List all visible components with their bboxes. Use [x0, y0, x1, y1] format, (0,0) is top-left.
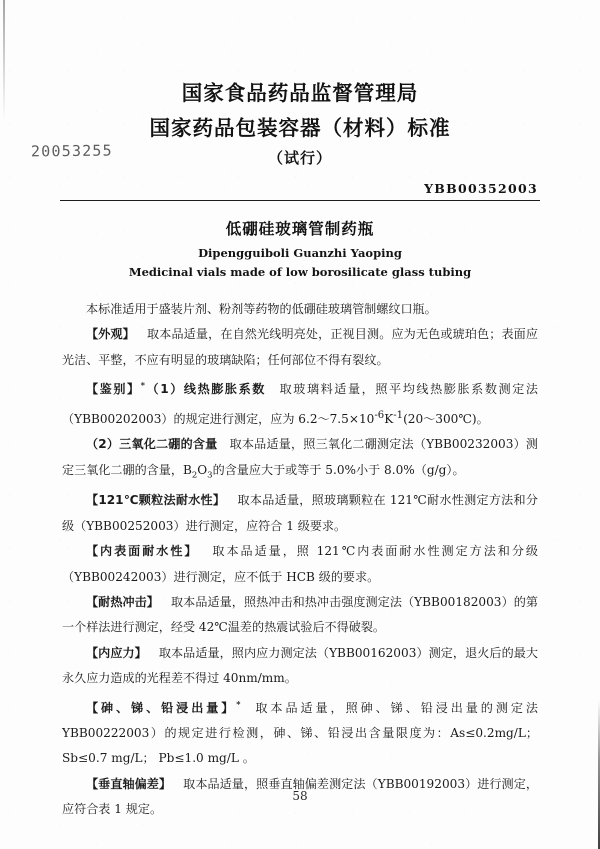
scope-text: 本标准适用于盛装片剂、粉剂等药物的低硼硅玻璃管制螺纹口瓶。: [86, 302, 437, 316]
identification-item2-text-a: 取本品适量，照三氧化二硼测定法（YBB00232003）测定三氧化二硼的含量，B: [62, 437, 538, 477]
leaching-heading: 【砷、锑、铅浸出量】: [86, 700, 237, 715]
paragraph-internal-stress: [62, 641, 538, 692]
thermal-shock-heading: 【耐热冲击】: [86, 594, 159, 609]
identification-item2-text-b: O: [197, 462, 208, 477]
trial-status-line: （试行）: [267, 149, 332, 167]
title-pinyin: Dipengguiboli Guanzhi Yaoping: [198, 246, 402, 260]
appearance-text: 取本品适量，在自然光线明亮处，正视目测。应为无色或琥珀色；表面应光洁、平整，不应有明显的玻璃缺陷；任何部位不得有裂纹。: [62, 327, 538, 367]
page-number: 58: [292, 789, 308, 803]
paragraph-water-resistance-121: [62, 488, 538, 539]
standard-code: YBB00352003: [424, 181, 538, 196]
leaching-text: 取本品适量，照砷、锑、铅浸出量的测定法 YBB00222003）的规定进行检测，砷、锑、铅浸出含量限度为：As≤0.2mg/L； Sb≤0.7 mg/L； Pb≤1.0 mg/L 。: [62, 700, 538, 766]
paragraph-leaching: [62, 692, 538, 772]
paragraph-identification-2: [62, 432, 538, 488]
inner-surface-text: 取本品适量，照 121℃内表面耐水性测定方法和分级（YBB00242003）进行测定，应不低于 HCB 级的要求。: [62, 544, 538, 584]
vertical-axis-heading: 【垂直轴偏差】: [86, 776, 172, 791]
identification-item1-label: （1）线热膨胀系数: [144, 382, 266, 397]
exponent-minus-six: -6: [374, 409, 385, 421]
appearance-heading: 【外观】: [86, 327, 135, 342]
water-resistance-121-heading: 【121℃颗粒法耐水性】: [86, 493, 226, 508]
identification-item1-text-c: (20～300℃)。: [403, 411, 489, 426]
subscript-two: 2: [191, 469, 198, 480]
identification-item2-label: （2）三氧化二硼的含量: [86, 437, 218, 452]
title-english: Medicinal vials made of low borosilicate glass tubing: [128, 265, 472, 279]
inner-surface-heading: 【内表面耐水性】: [86, 544, 199, 559]
paragraph-thermal-shock: [62, 590, 538, 641]
header-divider: [60, 200, 540, 201]
document-title-block: [0, 217, 600, 279]
standard-series-line: 国家药品包装容器（材料）标准: [149, 116, 451, 140]
paragraph-identification-1: [62, 373, 538, 432]
issuing-authority-line: 国家食品药品监督管理局: [181, 81, 419, 105]
paragraph-inner-surface: [62, 539, 538, 590]
vertical-axis-text: 取本品适量，照垂直轴偏差测定法（YBB00192003）进行测定，应符合表 1 规定。: [62, 776, 538, 817]
scan-artifact-left: [3, 0, 5, 120]
identification-item1-text-b: K: [384, 411, 394, 426]
footnote-marker-leaching: *: [236, 698, 241, 709]
paragraph-appearance: [62, 322, 538, 373]
identification-item1-text-a: 取玻璃料适量，照平均线热膨胀系数测定法（YBB00202003）的规定进行测定，应为 6.2～7.5×10: [62, 382, 538, 426]
archive-stamp-number: 20053255: [30, 141, 113, 161]
paragraph-scope: [62, 297, 538, 322]
exponent-minus-one: -1: [393, 409, 404, 421]
identification-heading: 【鉴别】: [86, 382, 141, 397]
standard-code-row: [60, 178, 540, 197]
water-resistance-121-text: 取本品适量，照玻璃颗粒在 121℃耐水性测定方法和分级（YBB00252003）进行测定，应符合 1 级要求。: [62, 493, 538, 533]
internal-stress-text: 取本品适量，照内应力测定法（YBB00162003）测定，退火后的最大永久应力造成的光程差不得过 40nm/mm。: [62, 645, 538, 686]
footnote-marker-identification: *: [140, 380, 145, 391]
subscript-three: 3: [207, 469, 213, 480]
thermal-shock-text: 取本品适量，照热冲击和热冲击强度测定法（YBB00182003）的第一个样法进行测定，经受 42℃温差的热震试验后不得破裂。: [62, 594, 538, 635]
internal-stress-heading: 【内应力】: [86, 645, 147, 660]
document-body: [62, 297, 538, 823]
title-chinese: 低硼硅玻璃管制药瓶: [225, 220, 375, 238]
identification-item2-text-c: 的含量应大于或等于 5.0%小于 8.0%（g/g）。: [212, 462, 465, 477]
